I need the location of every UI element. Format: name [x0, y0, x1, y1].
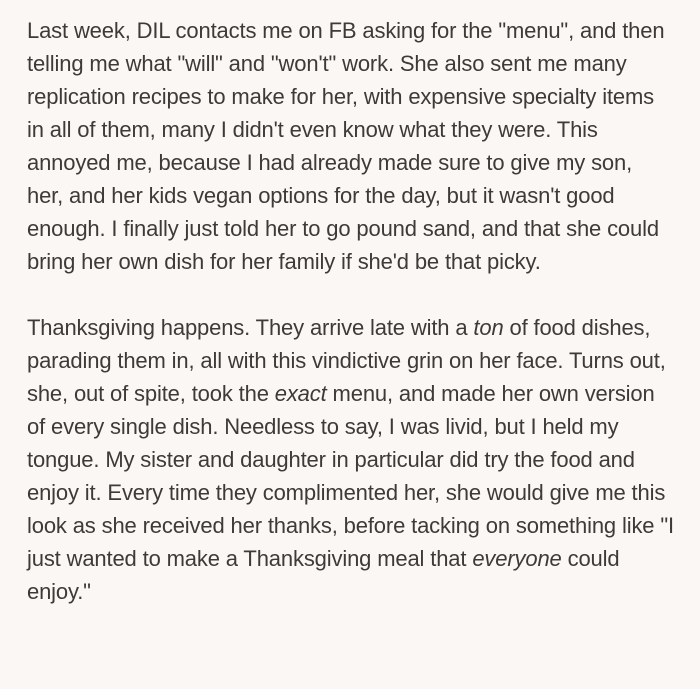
text-segment: Thanksgiving happens. They arrive late with a — [27, 315, 474, 340]
text-segment: could enjoy." — [27, 546, 620, 604]
post-paragraph — [27, 14, 674, 278]
italic-text-segment: ton — [473, 315, 504, 340]
italic-text-segment: exact — [274, 381, 327, 406]
text-segment: Last week, DIL contacts me on FB asking for the "menu", and then telling me what "will" and "won't" work. She also sent me many replication recipes to make for her, with expensive specialty items in all of them, many I didn't even know what they were. This annoyed me, because I had already made sure to give my son, her, and her kids vegan options for the day, but it wasn't good enough. I finally just told her to go pound sand, and that she could bring her own dish for her family if she'd be that picky. — [27, 18, 665, 274]
text-segment: of food dishes, parading them in, all with this vindictive grin on her face. Turns out, she, out of spite, took the — [27, 315, 666, 406]
italic-text-segment: everyone — [472, 546, 562, 571]
post-paragraph — [27, 311, 674, 608]
text-segment: menu, and made her own version of every single dish. Needless to say, I was livid, but I held my tongue. My sister and daughter in particular did try the food and enjoy it. Every time they complimented her, she would give me this look as she received her thanks, before tacking on something like "I just wanted to make a Thanksgiving meal that — [27, 381, 674, 571]
